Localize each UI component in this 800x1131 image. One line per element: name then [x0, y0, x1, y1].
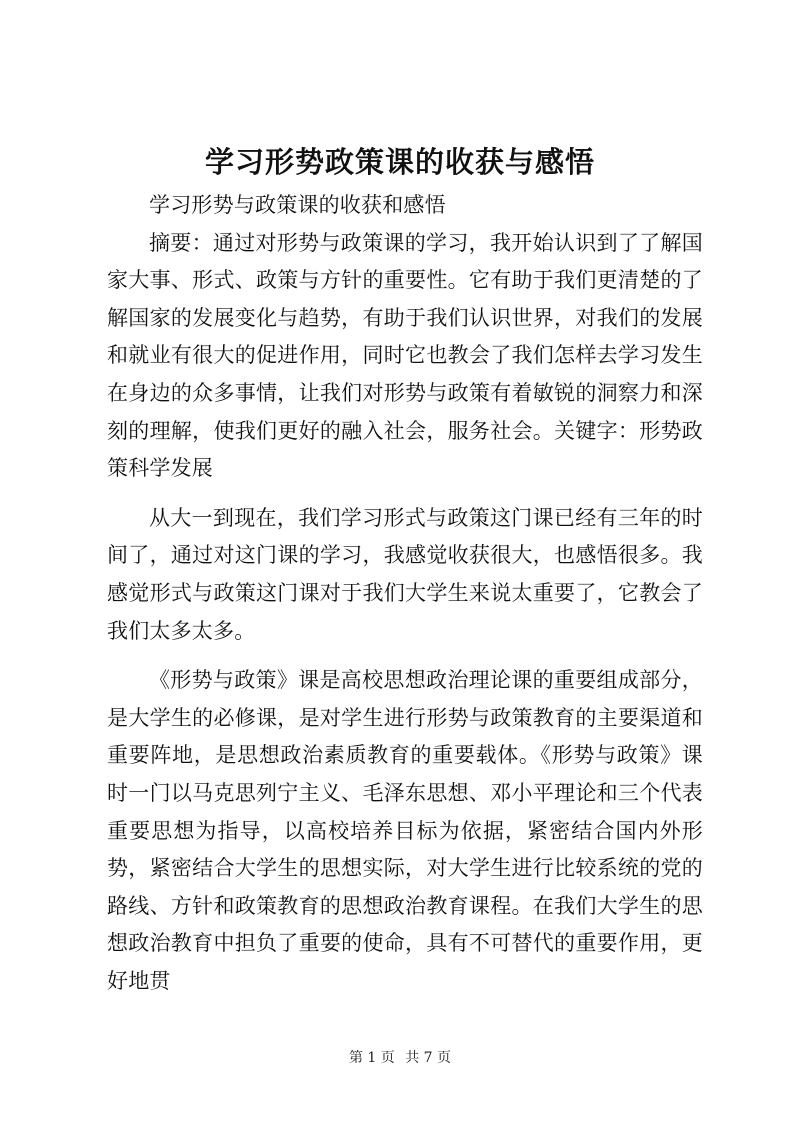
body-paragraph-2: 《形势与政策》课是高校思想政治理论课的重要组成部分，是大学生的必修课，是对学生进行形势与政策教育的主要渠道和重要阵地，是思想政治素质教育的重要载体。《形势与政策》课时一门以马克思列宁主义、毛泽东思想、邓小平理论和三个代表重要思想为指导，以高校培养目标为依据，紧密结合国内外形势，紧密结合大学生的思想实际，对大学生进行比较系统的党的路线、方针和政策教育的思想政治教育课程。在我们大学生的思想政治教育中担负了重要的使命，具有不可替代的重要作用，更好地贯: [107, 668, 703, 993]
abstract-paragraph: 摘要：通过对形势与政策课的学习，我开始认识到了了解国家大事、形式、政策与方针的重要性。它有助于我们更清楚的了解国家的发展变化与趋势，有助于我们认识世界，对我们的发展和就业有很大的促进作用，同时它也教会了我们怎样去学习发生在身边的众多事情，让我们对形势与政策有着敏锐的洞察力和深刻的理解，使我们更好的融入社会，服务社会。关键字：形势政策科学发展: [107, 230, 703, 481]
document-body: [107, 187, 703, 1000]
page-number: 第 1 页: [348, 1050, 395, 1066]
body-paragraph-1: 从大一到现在，我们学习形式与政策这门课已经有三年的时间了，通过对这门课的学习，我感觉收获很大，也感悟很多。我感觉形式与政策这门课对于我们大学生来说太重要了，它教会了我们太多太多。: [107, 505, 703, 643]
document-title: 学习形势政策课的收获与感悟: [204, 145, 595, 179]
page-total: 共 7 页: [405, 1050, 452, 1066]
page-footer: [0, 1048, 800, 1068]
subtitle-paragraph: 学习形势与政策课的收获和感悟: [149, 193, 446, 217]
